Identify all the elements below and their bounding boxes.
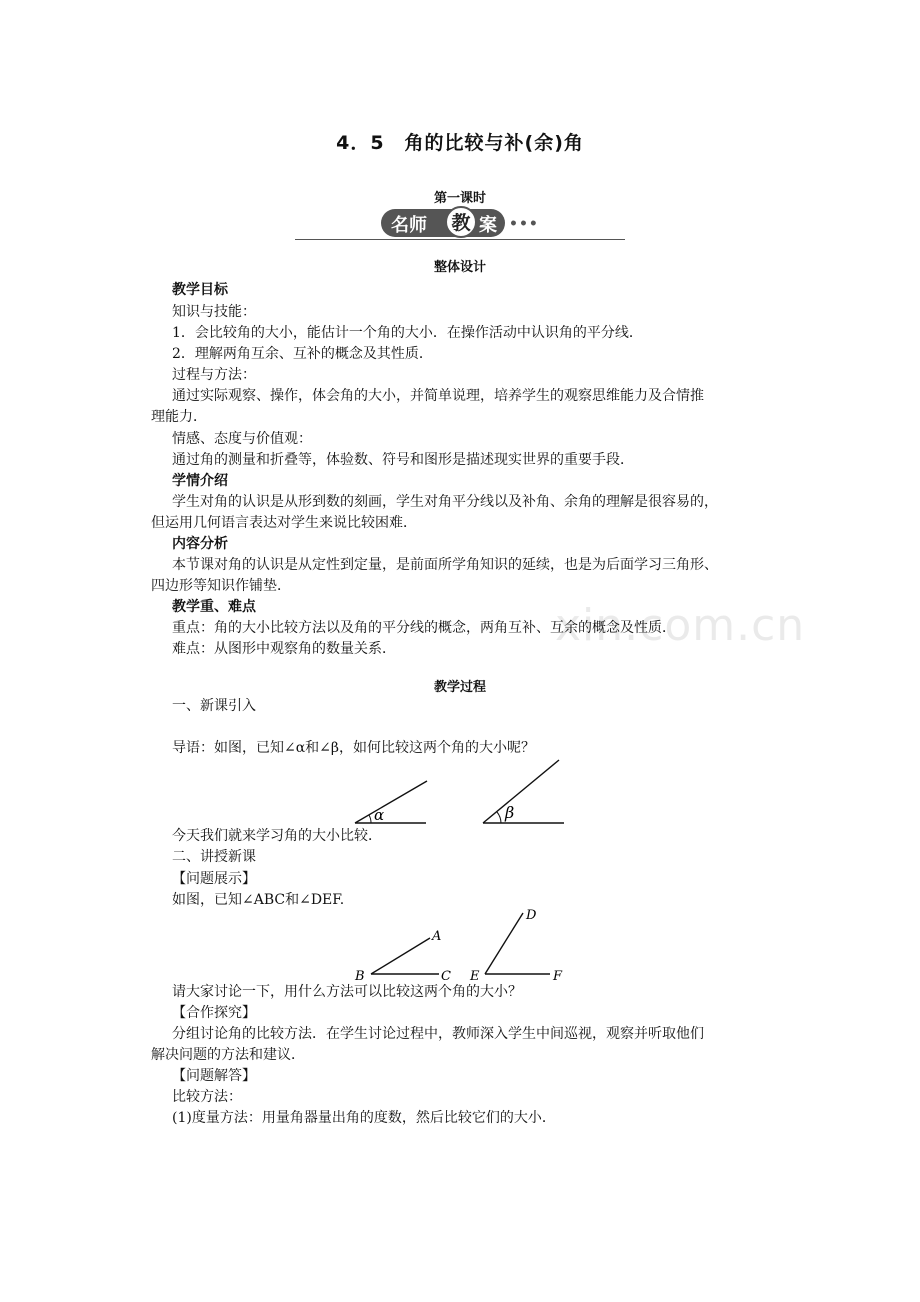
knowledge-item-2: 2．理解两角互余、互补的概念及其性质．	[172, 346, 433, 362]
label-f: F	[553, 969, 563, 984]
figure-angles-abc-def	[345, 905, 585, 985]
student-text-line-1: 学生对角的认识是从形到数的刻画，学生对角平分线以及补角、余角的理解是很容易的，	[172, 494, 718, 510]
banner-dots: •••	[509, 216, 539, 232]
guide-text: 导语：如图，已知∠α和∠β，如何比较这两个角的大小呢？	[172, 740, 536, 756]
method-1-text: (1)度量方法：用量角器量出角的度数，然后比较它们的大小．	[172, 1110, 556, 1126]
beta-arc	[497, 812, 501, 823]
banner-divider	[295, 239, 625, 240]
banner-text-mingshi: 名师	[391, 215, 427, 236]
banner-text-an: 案	[479, 215, 497, 236]
cooperation-label: 【合作探究】	[172, 1005, 256, 1021]
problem-text: 如图，已知∠ABC和∠DEF.	[172, 892, 345, 908]
heading-key-difficult: 教学重、难点	[172, 599, 256, 615]
discuss-text: 请大家讨论一下，用什么方法可以比较这两个角的大小？	[172, 984, 522, 1000]
cooperation-text-line-2: 解决问题的方法和建议．	[151, 1047, 305, 1063]
emotion-text: 通过角的测量和折叠等，体验数、符号和图形是描述现实世界的重要手段．	[172, 452, 634, 468]
lesson-subtitle: 第一课时	[433, 191, 486, 206]
figure-angles-alpha-beta	[340, 752, 580, 832]
label-e: E	[470, 969, 480, 984]
ray-ed	[485, 913, 523, 974]
difficult-point-text: 难点：从图形中观察角的数量关系．	[172, 641, 396, 657]
page-title: 4．5 角的比较与补(余)角	[336, 132, 584, 154]
content-text-line-2: 四边形等知识作铺垫．	[151, 578, 291, 594]
alpha-upper-ray	[355, 781, 427, 823]
key-point-text: 重点：角的大小比较方法以及角的平分线的概念，两角互补、互余的概念及性质．	[172, 620, 676, 636]
cooperation-text-line-1: 分组讨论角的比较方法．在学生讨论过程中，教师深入学生中间巡视，观察并听取他们	[172, 1026, 704, 1042]
content-text-line-1: 本节课对角的认识是从定性到定量，是前面所学角知识的延续，也是为后面学习三角形、	[172, 557, 718, 573]
step-new-lesson-intro: 一、新课引入	[172, 698, 256, 714]
section-heading-overall-design: 整体设计	[433, 260, 486, 275]
beta-label: β	[505, 803, 515, 822]
heading-teaching-goals: 教学目标	[172, 282, 228, 298]
label-emotion-values: 情感、态度与价值观：	[172, 431, 312, 447]
alpha-arc	[369, 815, 371, 823]
section-heading-teaching-process: 教学过程	[433, 680, 486, 695]
student-text-line-2: 但运用几何语言表达对学生来说比较困难．	[151, 515, 417, 531]
answer-label: 【问题解答】	[172, 1068, 256, 1084]
ray-ba	[371, 938, 430, 974]
knowledge-item-1: 1．会比较角的大小，能估计一个角的大小．在操作活动中认识角的平分线．	[172, 325, 643, 341]
heading-content-analysis: 内容分析	[172, 536, 228, 552]
watermark: xin.com.cn	[555, 600, 806, 651]
alpha-label: α	[374, 806, 385, 824]
compare-methods-label: 比较方法：	[172, 1089, 242, 1105]
label-b: B	[355, 969, 365, 984]
label-process-methods: 过程与方法：	[172, 367, 256, 383]
beta-upper-ray	[483, 760, 559, 823]
label-d: D	[526, 908, 537, 923]
teacher-plan-banner	[295, 206, 625, 242]
label-c: C	[441, 969, 451, 984]
step-teach-new: 二、讲授新课	[172, 849, 256, 865]
label-a: A	[432, 929, 442, 944]
problem-show-label: 【问题展示】	[172, 871, 256, 887]
heading-student-situation: 学情介绍	[172, 473, 228, 489]
today-text: 今天我们就来学习角的大小比较．	[172, 828, 382, 844]
process-text-line-2: 理能力．	[151, 409, 207, 425]
banner-text-jiao: 教	[451, 212, 471, 234]
process-text-line-1: 通过实际观察、操作，体会角的大小，并简单说理，培养学生的观察思维能力及合情推	[172, 388, 704, 404]
label-knowledge-skills: 知识与技能：	[172, 304, 256, 320]
